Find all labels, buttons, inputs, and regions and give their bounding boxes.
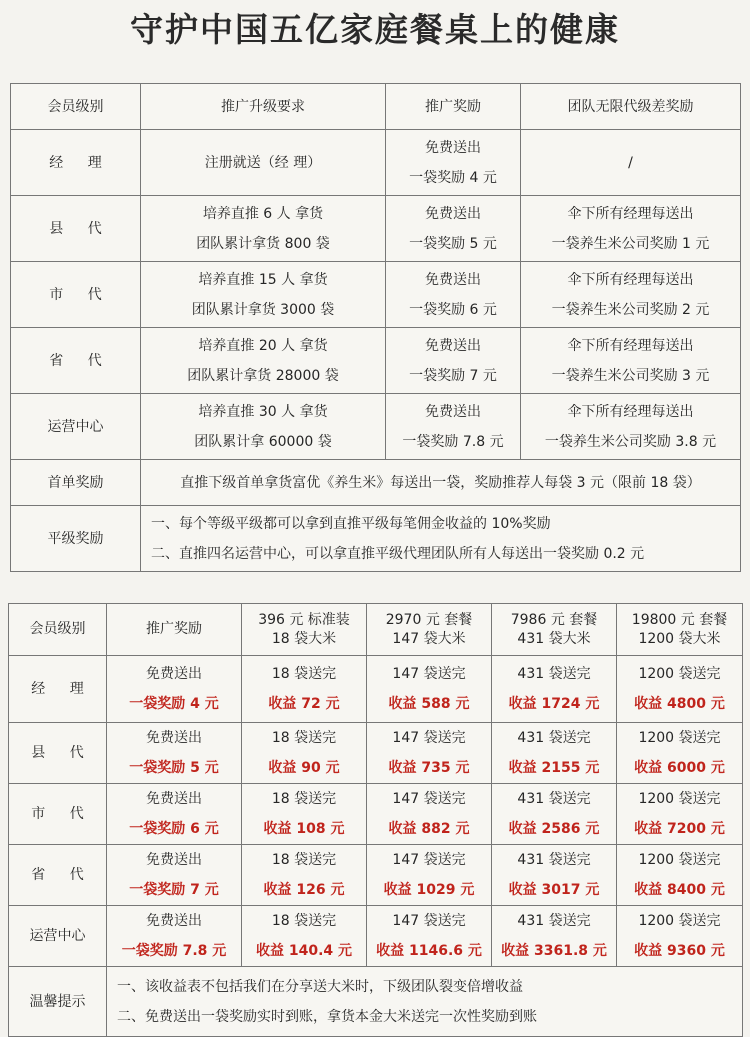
reward-line: 免费送出 [146, 666, 202, 682]
reward-cell [386, 394, 521, 460]
income-cell [617, 784, 743, 845]
bags-done: 431 袋送完 [517, 913, 591, 929]
level-cell: 市 代 [9, 784, 107, 845]
requirement-line: 培养直推 6 人 拿货 [202, 205, 324, 222]
reward-line: 免费送出 [425, 139, 481, 156]
team-reward-line: 一袋养生米公司奖励 3 元 [551, 367, 710, 384]
header-level: 会员级别 [9, 604, 107, 656]
level-cell: 省 代 [11, 328, 141, 394]
income-amount: 收益 588 元 [388, 696, 470, 712]
bags-done: 147 袋送完 [392, 730, 466, 746]
package-price: 7986 元 套餐 [510, 611, 598, 628]
reward-line: 免费送出 [146, 791, 202, 807]
first-order-label: 首单奖励 [11, 460, 141, 506]
bags-done: 147 袋送完 [392, 852, 466, 868]
level-cell: 运营中心 [11, 394, 141, 460]
team-reward-line: 一袋养生米公司奖励 1 元 [551, 235, 710, 252]
bags-done: 1200 袋送完 [638, 666, 721, 682]
reward-cell [386, 196, 521, 262]
reward-line: 一袋奖励 7.8 元 [402, 433, 504, 450]
income-amount: 收益 9360 元 [634, 943, 725, 959]
income-amount: 收益 3361.8 元 [501, 943, 607, 959]
package-bags: 431 袋大米 [517, 630, 591, 647]
requirement-line: 团队累计拿货 3000 袋 [191, 301, 335, 318]
reward-cell [386, 262, 521, 328]
bags-done: 431 袋送完 [517, 791, 591, 807]
requirement-cell [141, 196, 386, 262]
page-title: 守护中国五亿家庭餐桌上的健康 [130, 10, 620, 49]
requirement-cell [141, 130, 386, 196]
requirement-line: 团队累计拿货 28000 袋 [187, 367, 339, 384]
income-amount: 收益 735 元 [388, 760, 470, 776]
peer-reward-row [11, 506, 741, 572]
team-reward-line: / [628, 154, 633, 171]
bags-done: 18 袋送完 [271, 730, 337, 746]
income-amount: 收益 90 元 [268, 760, 340, 776]
table-row [9, 723, 743, 784]
team-reward-cell [521, 130, 741, 196]
reward-cell [107, 845, 242, 906]
reward-line: 免费送出 [146, 852, 202, 868]
income-cell [367, 784, 492, 845]
table-row [9, 784, 743, 845]
reward-amount: 一袋奖励 7 元 [129, 882, 219, 898]
level-cell: 县 代 [9, 723, 107, 784]
peer-reward-line: 二、直推四名运营中心，可以拿直推平级代理团队所有人每送出一袋奖励 0.2 元 [151, 545, 645, 562]
bags-done: 1200 袋送完 [638, 913, 721, 929]
income-cell [492, 656, 617, 723]
table-row [9, 656, 743, 723]
bags-done: 18 袋送完 [271, 666, 337, 682]
tip-line: 二、免费送出一袋奖励实时到账，拿货本金大米送完一次性奖励到账 [117, 1008, 537, 1025]
reward-line: 免费送出 [146, 730, 202, 746]
requirement-line: 注册就送（经 理） [204, 154, 322, 171]
package-bags: 147 袋大米 [392, 630, 466, 647]
reward-cell [386, 130, 521, 196]
header-package [617, 604, 743, 656]
upgrade-table [10, 83, 741, 572]
level-cell: 运营中心 [9, 906, 107, 967]
package-price: 19800 元 套餐 [631, 611, 728, 628]
income-cell [617, 723, 743, 784]
reward-amount: 一袋奖励 4 元 [129, 696, 219, 712]
table-row [11, 328, 741, 394]
table-row [11, 130, 741, 196]
bags-done: 431 袋送完 [517, 666, 591, 682]
level-cell: 经 理 [11, 130, 141, 196]
income-cell [617, 656, 743, 723]
income-table-header [9, 604, 743, 656]
header-package [367, 604, 492, 656]
income-amount: 收益 7200 元 [634, 821, 725, 837]
reward-cell [107, 656, 242, 723]
package-price: 2970 元 套餐 [385, 611, 473, 628]
team-reward-cell [521, 196, 741, 262]
header-reward: 推广奖励 [107, 604, 242, 656]
income-cell [242, 906, 367, 967]
header-reward: 推广奖励 [386, 84, 521, 130]
package-bags: 1200 袋大米 [638, 630, 721, 647]
income-amount: 收益 3017 元 [508, 882, 600, 898]
income-cell [242, 723, 367, 784]
team-reward-line: 一袋养生米公司奖励 2 元 [551, 301, 710, 318]
header-package [492, 604, 617, 656]
bags-done: 431 袋送完 [517, 730, 591, 746]
team-reward-cell [521, 394, 741, 460]
table-row [9, 906, 743, 967]
table-row [9, 845, 743, 906]
team-reward-cell [521, 328, 741, 394]
reward-line: 免费送出 [425, 337, 481, 354]
reward-amount: 一袋奖励 6 元 [129, 821, 219, 837]
reward-line: 一袋奖励 7 元 [409, 367, 497, 384]
requirement-cell [141, 394, 386, 460]
income-amount: 收益 108 元 [263, 821, 345, 837]
requirement-cell [141, 262, 386, 328]
table-row [11, 262, 741, 328]
income-amount: 收益 140.4 元 [255, 943, 353, 959]
peer-reward-line: 一、每个等级平级都可以拿到直推平级每笔佣金收益的 10%奖励 [151, 515, 551, 532]
tip-row [9, 967, 743, 1037]
reward-amount: 一袋奖励 7.8 元 [121, 943, 227, 959]
tip-text [107, 967, 743, 1037]
peer-reward-label: 平级奖励 [11, 506, 141, 572]
tip-line: 一、该收益表不包括我们在分享送大米时，下级团队裂变倍增收益 [117, 978, 523, 995]
reward-line: 免费送出 [425, 271, 481, 288]
team-reward-line: 伞下所有经理每送出 [567, 337, 694, 354]
reward-line: 免费送出 [425, 403, 481, 420]
first-order-row [11, 460, 741, 506]
table-row [11, 196, 741, 262]
income-amount: 收益 2586 元 [508, 821, 600, 837]
income-amount: 收益 72 元 [268, 696, 340, 712]
team-reward-line: 伞下所有经理每送出 [567, 403, 694, 420]
reward-line: 免费送出 [146, 913, 202, 929]
requirement-line: 团队累计拿货 800 袋 [196, 235, 330, 252]
reward-cell [107, 784, 242, 845]
income-cell [242, 656, 367, 723]
reward-cell [386, 328, 521, 394]
header-package [242, 604, 367, 656]
reward-line: 一袋奖励 5 元 [409, 235, 497, 252]
team-reward-line: 一袋养生米公司奖励 3.8 元 [544, 433, 717, 450]
income-cell [492, 845, 617, 906]
income-amount: 收益 4800 元 [634, 696, 725, 712]
income-amount: 收益 8400 元 [634, 882, 725, 898]
reward-line: 免费送出 [425, 205, 481, 222]
income-amount: 收益 1146.6 元 [376, 943, 482, 959]
level-cell: 市 代 [11, 262, 141, 328]
header-level: 会员级别 [11, 84, 141, 130]
income-cell [242, 845, 367, 906]
table-row [11, 394, 741, 460]
level-cell: 县 代 [11, 196, 141, 262]
income-amount: 收益 882 元 [388, 821, 470, 837]
income-amount: 收益 1724 元 [508, 696, 600, 712]
bags-done: 147 袋送完 [392, 666, 466, 682]
reward-cell [107, 906, 242, 967]
income-table [8, 603, 743, 1037]
header-team-reward: 团队无限代级差奖励 [521, 84, 741, 130]
income-amount: 收益 126 元 [263, 882, 345, 898]
requirement-line: 培养直推 15 人 拿货 [198, 271, 328, 288]
bags-done: 1200 袋送完 [638, 791, 721, 807]
team-reward-cell [521, 262, 741, 328]
reward-cell [107, 723, 242, 784]
bags-done: 18 袋送完 [271, 852, 337, 868]
package-price: 396 元 标准装 [258, 611, 350, 628]
level-cell: 省 代 [9, 845, 107, 906]
requirement-line: 团队累计拿 60000 袋 [194, 433, 332, 450]
income-cell [367, 906, 492, 967]
requirement-line: 培养直推 30 人 拿货 [198, 403, 328, 420]
reward-amount: 一袋奖励 5 元 [129, 760, 219, 776]
income-amount: 收益 1029 元 [383, 882, 475, 898]
header-requirement: 推广升级要求 [141, 84, 386, 130]
income-amount: 收益 6000 元 [634, 760, 725, 776]
income-cell [617, 906, 743, 967]
bags-done: 147 袋送完 [392, 913, 466, 929]
income-cell [492, 906, 617, 967]
requirement-line: 培养直推 20 人 拿货 [198, 337, 328, 354]
income-amount: 收益 2155 元 [508, 760, 600, 776]
level-cell: 经 理 [9, 656, 107, 723]
income-cell [492, 784, 617, 845]
bags-done: 147 袋送完 [392, 791, 466, 807]
package-bags: 18 袋大米 [271, 630, 337, 647]
income-cell [367, 656, 492, 723]
peer-reward-text [141, 506, 741, 572]
income-cell [492, 723, 617, 784]
income-cell [617, 845, 743, 906]
income-cell [242, 784, 367, 845]
reward-line: 一袋奖励 4 元 [409, 169, 497, 186]
reward-line: 一袋奖励 6 元 [409, 301, 497, 318]
income-cell [367, 845, 492, 906]
bags-done: 431 袋送完 [517, 852, 591, 868]
income-cell [367, 723, 492, 784]
bags-done: 18 袋送完 [271, 913, 337, 929]
bags-done: 1200 袋送完 [638, 852, 721, 868]
team-reward-line: 伞下所有经理每送出 [567, 271, 694, 288]
bags-done: 1200 袋送完 [638, 730, 721, 746]
upgrade-table-header [11, 84, 741, 130]
team-reward-line: 伞下所有经理每送出 [567, 205, 694, 222]
tip-label: 温馨提示 [9, 967, 107, 1037]
requirement-cell [141, 328, 386, 394]
bags-done: 18 袋送完 [271, 791, 337, 807]
first-order-text: 直推下级首单拿货富优《养生米》每送出一袋，奖励推荐人每袋 3 元（限前 18 袋） [141, 460, 741, 506]
